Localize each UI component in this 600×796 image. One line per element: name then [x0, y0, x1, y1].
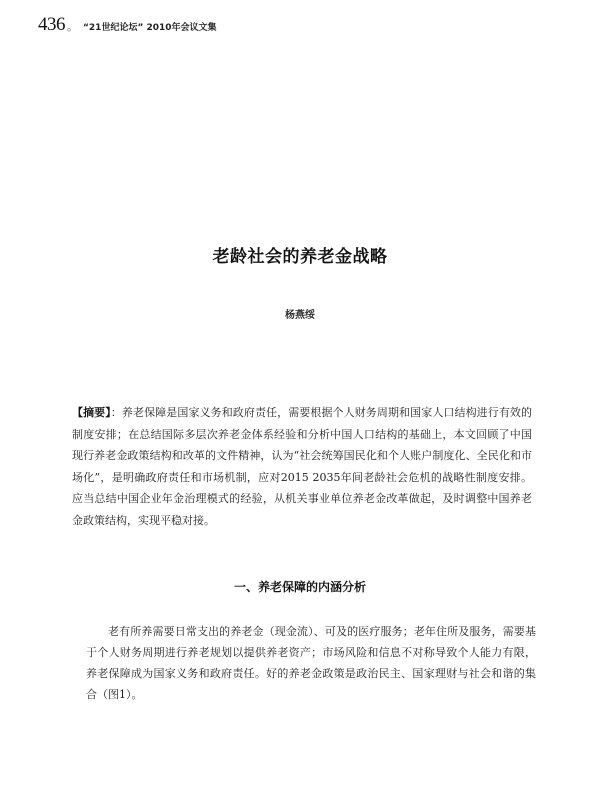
abstract — [72, 402, 532, 531]
running-title: “21世纪论坛” 2010年会议文集 — [83, 23, 217, 33]
section-heading: 一、养老保障的内涵分析 — [233, 580, 366, 594]
abstract-text: ：养老保障是国家义务和政府责任，需要根据个人财务周期和国家人口结构进行有效的制度安排；在总结国际多层次养老金体系经验和分析中国人口结构的基础上，本文回顾了中国现行养老金政策结构和改革的文件精神，认为“社会统筹国民化和个人账户制度化、全民化和市场化”，是明确政府责任和市场机制，应对2015 2035年间老龄社会危机的战略性制度安排。应当总结中国企业年金治理模式的经验，从机关事业单位养老金改革做起，及时调整中国养老金政策结构，实现平稳对接。 — [72, 406, 532, 527]
article-author: 杨燕绥 — [285, 310, 315, 321]
abstract-label: 【摘要】 — [72, 406, 111, 419]
page-number-separator: 。 — [67, 20, 78, 33]
running-header — [38, 14, 217, 36]
body-paragraph: 老有所养需要日常支出的养老金（现金流）、可及的医疗服务；老年住所及服务，需要基于个人财务周期进行养老规划以提供养老资产；市场风险和信息不对称导致个人能力有限，养老保障成为国家义务和政府责任。好的养老金政策是政治民主、国家理财与社会和谐的集合（图1）。 — [86, 625, 536, 701]
page-number: 436 — [38, 14, 65, 35]
article-title: 老龄社会的养老金战略 — [212, 247, 388, 267]
